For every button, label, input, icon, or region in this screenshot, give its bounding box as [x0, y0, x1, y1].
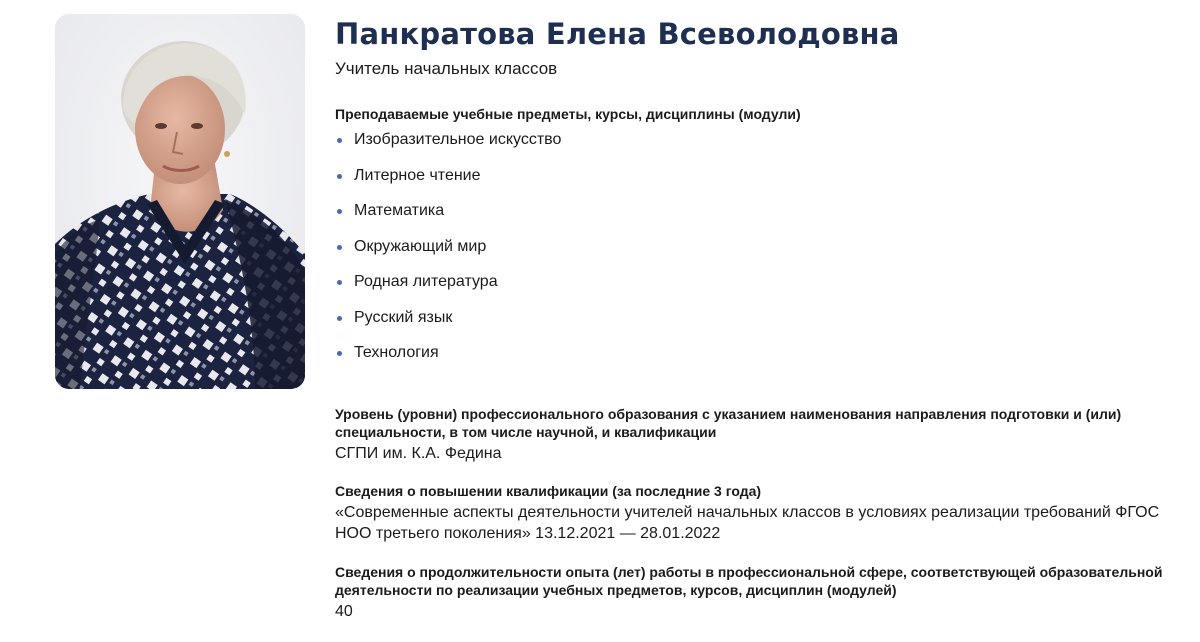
list-item: Окружающий мир: [335, 237, 1175, 257]
list-item: Русский язык: [335, 308, 1175, 328]
qualification-value: «Современные аспекты деятельности учителей начальных классов в условиях реализации требований ФГОС НОО третьего поколения» 13.12.2021 — 28.01.2022: [335, 504, 1160, 542]
list-item: Литерное чтение: [335, 166, 1175, 186]
education-label: Уровень (уровни) профессионального образования с указанием наименования направления подготовки и (или) специальности, в том числе научной, и квалификации: [335, 406, 1122, 440]
education-value: СГПИ им. К.А. Федина: [335, 445, 502, 462]
list-item: Математика: [335, 201, 1175, 221]
subjects-label: Преподаваемые учебные предметы, курсы, дисциплины (модули): [335, 106, 801, 122]
experience-label: Сведения о продолжительности опыта (лет) работы в профессиональной сфере, соответствующей образовательной деятельности по реализации учебных предметов, курсов, дисциплин (модулей): [335, 564, 1163, 598]
list-item: Родная литература: [335, 272, 1175, 292]
list-item: Изобразительное искусство: [335, 130, 1175, 150]
teacher-name: Панкратова Елена Всеволодовна: [335, 17, 900, 51]
list-item: Технология: [335, 343, 1175, 363]
teacher-position: Учитель начальных классов: [335, 59, 558, 78]
teacher-photo: [55, 14, 305, 389]
qualification-label: Сведения о повышении квалификации (за последние 3 года): [335, 483, 762, 499]
experience-section: [335, 563, 1175, 622]
experience-value: 40: [335, 603, 353, 620]
teacher-info: [335, 14, 1175, 620]
subjects-list: [335, 130, 1175, 363]
education-section: [335, 405, 1175, 464]
qualification-section: [335, 482, 1175, 544]
